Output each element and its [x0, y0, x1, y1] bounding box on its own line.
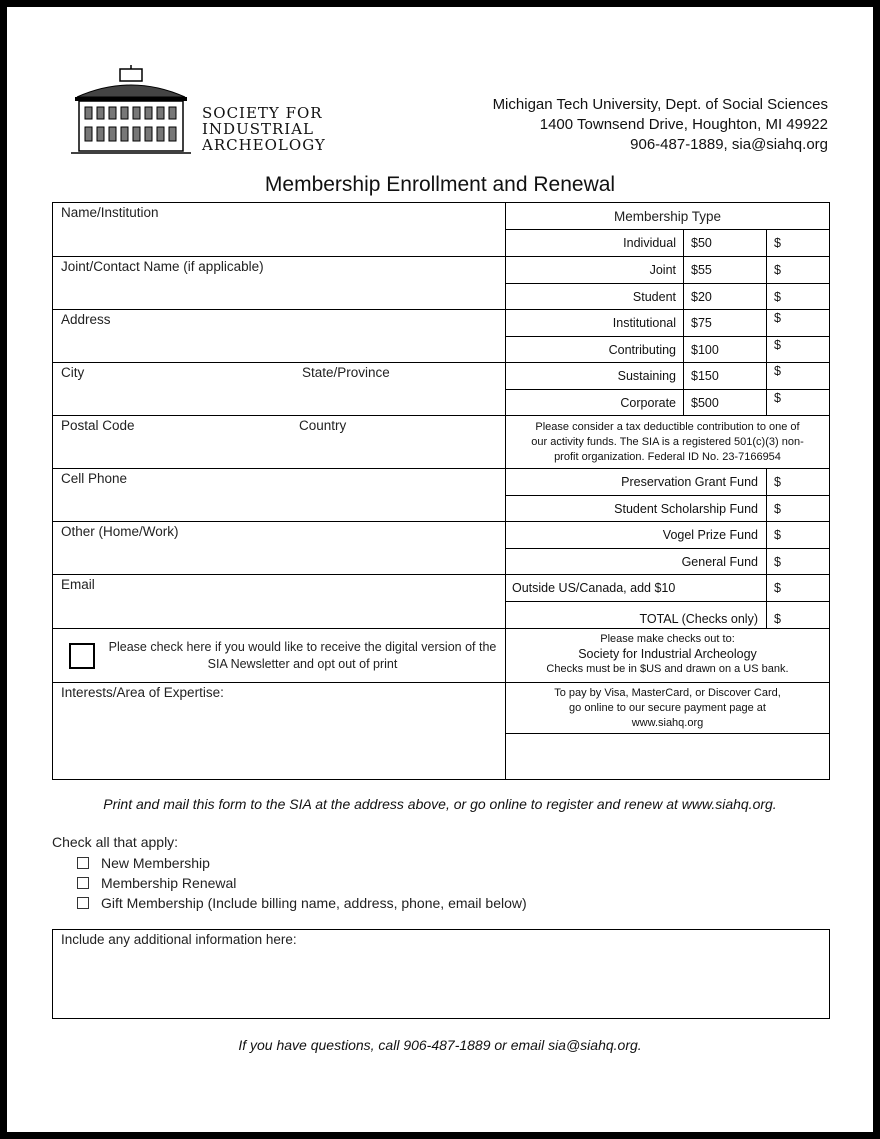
membership-row-sustaining[interactable]: Sustaining $150 $ [617, 364, 781, 383]
joint-contact-input[interactable] [54, 277, 504, 308]
apply-heading: Check all that apply: [52, 834, 179, 850]
card-payment-input[interactable] [506, 734, 829, 778]
membership-type-heading: Membership Type [613, 209, 722, 224]
option-membership-renewal[interactable]: Membership Renewal [77, 873, 527, 893]
field-state-province: State/Province [302, 365, 390, 380]
footer-contact: If you have questions, call 906-487-1889 or email sia@siahq.org. [238, 1037, 642, 1053]
address-input[interactable] [54, 330, 504, 361]
main-form-table [52, 202, 830, 780]
fund-row-total[interactable]: TOTAL (Checks only) $ [639, 612, 781, 626]
membership-row-joint[interactable]: Joint $55 $ [649, 263, 781, 277]
interests-input[interactable] [54, 703, 504, 778]
fund-row-student-scholarship[interactable]: Student Scholarship Fund $ [614, 502, 781, 516]
additional-info-box[interactable] [52, 929, 830, 1019]
org-address: Michigan Tech University, Dept. of Social Sciences 1400 Townsend Drive, Houghton, MI 49922 906-487-1889, sia@siahq.org [492, 96, 828, 153]
field-joint-contact: Joint/Contact Name (if applicable) [61, 259, 264, 274]
name-institution-input[interactable] [54, 223, 504, 255]
option-gift-membership[interactable]: Gift Membership (Include billing name, address, phone, email below) [77, 893, 527, 913]
other-phone-input[interactable] [54, 542, 504, 573]
page-title: Membership Enrollment and Renewal [264, 173, 616, 196]
city-state-input[interactable] [54, 383, 504, 414]
field-email: Email [61, 577, 95, 592]
field-cell-phone: Cell Phone [61, 471, 128, 486]
membership-row-individual[interactable]: Individual $50 $ [623, 236, 781, 250]
membership-row-contributing[interactable]: Contributing $100 $ [608, 338, 781, 357]
field-postal-code: Postal Code [61, 418, 135, 433]
membership-row-corporate[interactable]: Corporate $500 $ [620, 391, 781, 410]
checkbox-icon[interactable] [77, 877, 89, 889]
checkbox-icon[interactable] [77, 857, 89, 869]
field-other-phone: Other (Home/Work) [61, 524, 179, 539]
fund-row-preservation-grant[interactable]: Preservation Grant Fund $ [621, 475, 781, 489]
option-new-membership[interactable]: New Membership [77, 853, 527, 873]
card-payment-note: To pay by Visa, MasterCard, or Discover Card, go online to our secure payment page at www.siahq.org [554, 687, 781, 729]
field-name-institution: Name/Institution [61, 205, 159, 220]
mail-instructions: Print and mail this form to the SIA at the address above, or go online to register and renew at www.siahq.org. [103, 796, 777, 812]
field-city: City [61, 365, 85, 380]
checkbox-icon[interactable] [77, 897, 89, 909]
field-address: Address [61, 312, 111, 327]
fund-donation-note: Please consider a tax deductible contribution to one of our activity funds. The SIA is a registered 501(c)(3) non- profit organization. Federal ID No. 23-7166954 [531, 421, 804, 463]
apply-options [77, 853, 527, 913]
newsletter-opt-out-text: Please check here if you would like to receive the digital version of the SIA Newsletter and opt out of print [108, 640, 497, 671]
newsletter-checkbox[interactable] [69, 643, 95, 669]
additional-info-label: Include any additional information here: [61, 932, 297, 947]
field-country: Country [299, 418, 347, 433]
membership-row-student[interactable]: Student $20 $ [632, 290, 781, 304]
fund-row-outside-us[interactable]: Outside US/Canada, add $10 $ [512, 581, 781, 595]
postal-country-input[interactable] [54, 436, 504, 467]
membership-row-institutional[interactable]: Institutional $75 $ [612, 311, 781, 330]
building-logo-icon [69, 65, 193, 157]
field-interests: Interests/Area of Expertise: [61, 685, 224, 700]
cell-phone-input[interactable] [54, 489, 504, 520]
email-input[interactable] [54, 595, 504, 627]
fund-row-vogel-prize[interactable]: Vogel Prize Fund $ [662, 528, 781, 542]
logo-text: SOCIETY FOR INDUSTRIAL ARCHEOLOGY [202, 104, 326, 154]
checks-payable-note: Please make checks out to: Society for Industrial Archeology Checks must be in $US and drawn on a US bank. [546, 633, 789, 675]
fund-row-general[interactable]: General Fund $ [681, 555, 781, 569]
